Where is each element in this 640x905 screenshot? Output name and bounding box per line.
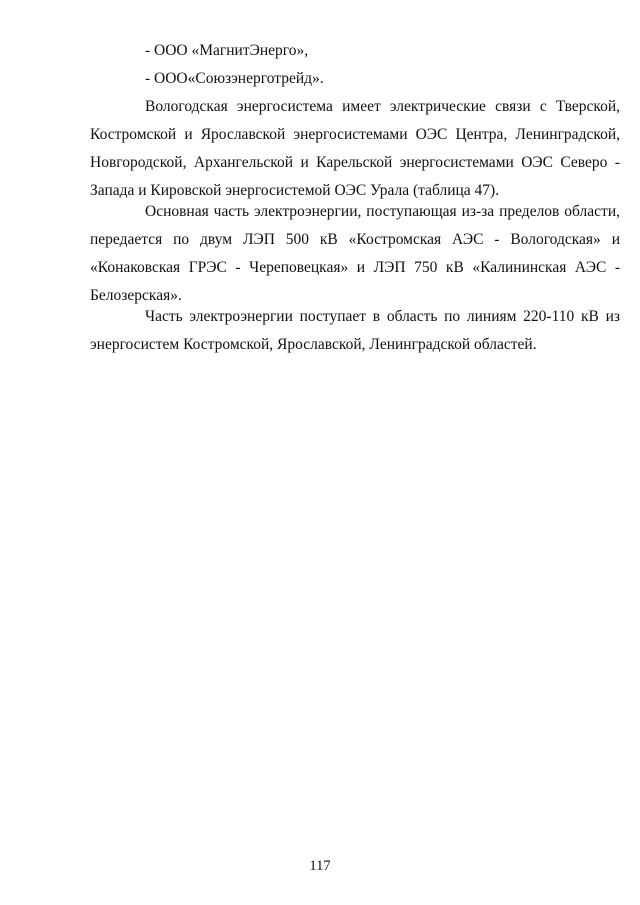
list-item: - ООО«Союзэнерготрейд». bbox=[145, 70, 324, 87]
paragraph-line: Основная часть электроэнергии, поступающая из-за пределов области, bbox=[145, 203, 620, 220]
paragraph-line: Новгородской, Архангельской и Карельской энергосистемами ОЭС Северо - bbox=[90, 154, 620, 171]
paragraph-line: Костромской и Ярославской энергосистемами ОЭС Центра, Ленинградской, bbox=[90, 126, 620, 143]
paragraph-line: «Конаковская ГРЭС - Череповецкая» и ЛЭП 750 кВ «Калининская АЭС - bbox=[90, 259, 620, 276]
paragraph-line: передается по двум ЛЭП 500 кВ «Костромская АЭС - Вологодская» и bbox=[90, 231, 620, 248]
paragraph-line: Часть электроэнергии поступает в область по линиям 220-110 кВ из bbox=[145, 308, 620, 325]
list-item: - ООО «МагнитЭнерго», bbox=[145, 42, 309, 59]
paragraph-line: Вологодская энергосистема имеет электрические связи с Тверской, bbox=[145, 98, 620, 115]
paragraph-line: энергосистем Костромской, Ярославской, Ленинградской областей. bbox=[90, 336, 537, 353]
paragraph-line: Запада и Кировской энергосистемой ОЭС Урала (таблица 47). bbox=[90, 182, 500, 199]
page-number: 117 bbox=[309, 858, 331, 874]
paragraph-line: Белозерская». bbox=[90, 287, 182, 304]
